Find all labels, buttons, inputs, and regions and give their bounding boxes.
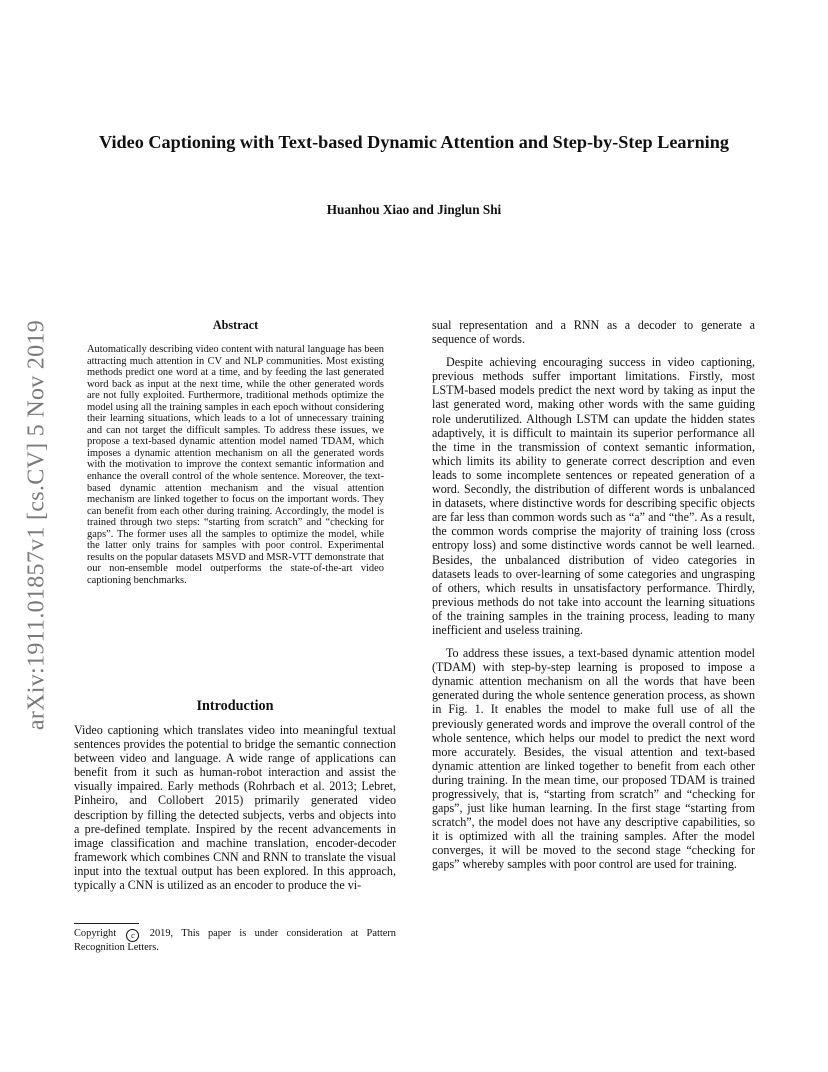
footnote-text: 2019, This paper is under consideration at Pattern Recognition Letters.: [74, 928, 396, 953]
introduction-paragraph-2: Despite achieving encouraging success in video captioning, previous methods suffer important limitations. Firstly, most LSTM-based models predict the next word by taking as input the last generated word, making other words with the same guiding role underutilized. Although LSTM can update the hidden states adaptively, it is difficult to maintain its superior performance all the time in the transmission of context semantic information, which limits its ability to generate correct description and even leads to some incomplete sentences or repeated generation of a word. Secondly, the distribution of different words is unbalanced in datasets, where distinctive words for describing specific objects are far less than common words such as “a” and “the”. As a result, the common words comprise the majority of training loss (cross entropy loss) and some distinctive words cannot be well learned. Besides, the unbalanced distribution of video categories in datasets leads to over-learning of some categories and ungrasping of others, which results in unsatisfactory performance. Thirdly, previous methods do not take into account the learning situations of the training samples in the training process, leading to many inefficient and useless training.: [432, 355, 755, 637]
copyright-footnote: [74, 928, 396, 955]
paper-authors: Huanhou Xiao and Jinglun Shi: [326, 202, 502, 217]
arxiv-sidebar-stamp: [22, 285, 52, 765]
abstract-heading: Abstract: [212, 318, 259, 332]
introduction-section: [74, 698, 396, 892]
arxiv-identifier: arXiv:1911.01857v1 [cs.CV] 5 Nov 2019: [23, 319, 50, 731]
footnote-rule: [74, 923, 139, 924]
paper-title: Video Captioning with Text-based Dynamic Attention and Step-by-Step Learning: [99, 132, 729, 152]
footnote-copyright-word: Copyright: [74, 928, 117, 939]
introduction-heading: Introduction: [196, 698, 274, 714]
copyright-symbol: c: [126, 929, 139, 942]
introduction-paragraph-3: To address these issues, a text-based dynamic attention model (TDAM) with step-by-step learning is proposed to impose a dynamic attention mechanism on all the words that have been generated during the whole sentence generation process, as shown in Fig. 1. It enables the model to make full use of all the previously generated words and improve the overall control of the whole sentence, which helps our model to predict the next word more accurately. Besides, the visual attention and text-based dynamic attention are linked together to benefit from each other during training. In the mean time, our proposed TDAM is trained progressively, that is, “starting from scratch” and “checking for gaps”, just like human learning. In the first stage “starting from scratch”, the model does not have any descriptive capabilities, so it is optimized with all the training samples. After the model converges, it will be moved to the second stage “checking for gaps” whereby samples with poor control are used for training.: [432, 646, 755, 872]
abstract-section: [87, 318, 384, 586]
abstract-text: Automatically describing video content with natural language has been attracting much attention in CV and NLP communities. Most existing methods predict one word at a time, and by feeding the last generated word back as input at the next time, while the other generated words are not fully exploited. Furthermore, traditional methods optimize the model using all the training samples in each epoch without considering their learning situations, which leads to a lot of unnecessary training and can not target the difficult samples. To address these issues, we propose a text-based dynamic attention model named TDAM, which imposes a dynamic attention mechanism on all the generated words with the motivation to improve the context semantic information and enhance the overall control of the whole sentence. Moreover, the text-based dynamic attention mechanism and the visual attention mechanism are linked together to focus on the important words. They can benefit from each other during training. Accordingly, the model is trained through two steps: “starting from scratch” and “checking for gaps”. The former uses all the samples to optimize the model, while the latter only trains for samples with poor control. Experimental results on the popular datasets MSVD and MSR-VTT demonstrate that our non-ensemble model outperforms the state-of-the-art video captioning benchmarks.: [87, 344, 384, 586]
right-column: [432, 318, 755, 872]
introduction-paragraph-1: Video captioning which translates video into meaningful textual sentences provides the potential to bridge the semantic connection between video and language. A wide range of applications can benefit from it such as human-robot interaction and assist the visually impaired. Early methods (Rohrbach et al. 2013; Lebret, Pinheiro, and Collobert 2015) primarily generated video description by filling the detected subjects, verbs and objects into a pre-defined template. Inspired by the recent advancements in image classification and machine translation, encoder-decoder framework which combines CNN and RNN to translate the visual input into the textual output has been explored. In this approach, typically a CNN is utilized as an encoder to produce the vi-: [74, 723, 396, 893]
introduction-paragraph-1-continued: sual representation and a RNN as a decoder to generate a sequence of words.: [432, 318, 755, 347]
